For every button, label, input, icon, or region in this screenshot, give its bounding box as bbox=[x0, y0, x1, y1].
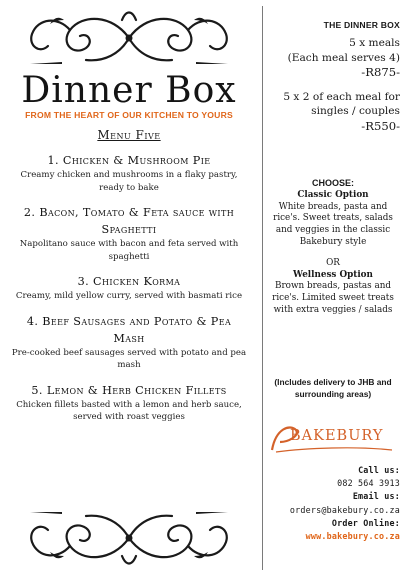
menu-item-description: Pre-cooked beef sausages served with potato and pea mash bbox=[11, 347, 247, 370]
pricing-section bbox=[266, 36, 400, 133]
phone-number[interactable]: 082 564 3913 bbox=[337, 478, 400, 489]
or-separator: OR bbox=[326, 257, 340, 268]
offer2-line1: 5 x 2 of each meal for bbox=[283, 90, 400, 103]
classic-option-title: Classic Option bbox=[297, 189, 369, 200]
box-title: THE DINNER BOX bbox=[323, 20, 400, 30]
list-item bbox=[10, 204, 248, 263]
website-link[interactable]: www.bakebury.co.za bbox=[305, 531, 400, 542]
menu-item-description: Creamy, mild yellow curry, served with basmati rice bbox=[15, 291, 243, 301]
offer1-price: -R875- bbox=[361, 65, 400, 79]
list-item bbox=[10, 273, 248, 303]
menu-item-name: 4. Beef Sausages and Potato & Pea Mash bbox=[26, 314, 232, 345]
logo-text: BAKEBURY bbox=[290, 428, 384, 444]
column-divider bbox=[262, 6, 263, 570]
offer1-line2: (Each meal serves 4) bbox=[287, 51, 400, 64]
info-column bbox=[266, 0, 400, 576]
order-online-label: Order Online: bbox=[331, 517, 400, 528]
menu-item-description: Napolitano sauce with bacon and feta served with spaghetti bbox=[19, 239, 239, 262]
delivery-note: (Includes delivery to JHB and surrounding areas) bbox=[274, 377, 392, 399]
classic-option-description: White breads, pasta and rice's. Sweet treats, salads and veggies in the classic Bakebury style bbox=[273, 201, 393, 247]
bakebury-logo bbox=[266, 420, 400, 458]
offer2-line2: singles / couples bbox=[311, 105, 400, 117]
list-item bbox=[10, 382, 248, 424]
email-label: Email us: bbox=[352, 491, 400, 502]
menu-item-name: 5. Lemon & Herb Chicken Fillets bbox=[31, 383, 227, 397]
menu-tagline: FROM THE HEART OF OUR KITCHEN TO YOURS bbox=[25, 110, 233, 120]
wellness-option-title: Wellness Option bbox=[293, 269, 373, 280]
options-section bbox=[266, 178, 400, 317]
menu-item-name: 2. Bacon, Tomato & Feta sauce with Spaghetti bbox=[23, 206, 235, 236]
contact-section bbox=[266, 464, 400, 543]
call-label: Call us: bbox=[358, 465, 400, 475]
choose-heading: CHOOSE: bbox=[311, 178, 354, 188]
wellness-option-description: Brown breads, pastas and rice's. Limited sweet treats with extra veggies / salads bbox=[272, 281, 394, 315]
menu-item-name: 3. Chicken Korma bbox=[77, 275, 181, 288]
list-item bbox=[10, 152, 248, 194]
menu-title: Dinner Box bbox=[21, 70, 237, 111]
email-link[interactable]: orders@bakebury.co.za bbox=[289, 504, 400, 515]
offer1-line1: 5 x meals bbox=[349, 37, 400, 49]
list-item bbox=[10, 313, 248, 372]
menu-item-name: 1. Chicken & Mushroom Pie bbox=[47, 154, 211, 167]
offer2-price: -R550- bbox=[361, 118, 400, 133]
menu-item-description: Creamy chicken and mushrooms in a flaky pastry, ready to bake bbox=[20, 170, 238, 193]
menu-heading: Menu Five bbox=[97, 128, 161, 142]
ornament-flourish-bottom-icon bbox=[22, 508, 236, 572]
menu-items-list bbox=[10, 152, 248, 434]
menu-item-description: Chicken fillets basted with a lemon and herb sauce, served with roast veggies bbox=[16, 399, 242, 422]
ornament-flourish-top-icon bbox=[22, 4, 236, 68]
